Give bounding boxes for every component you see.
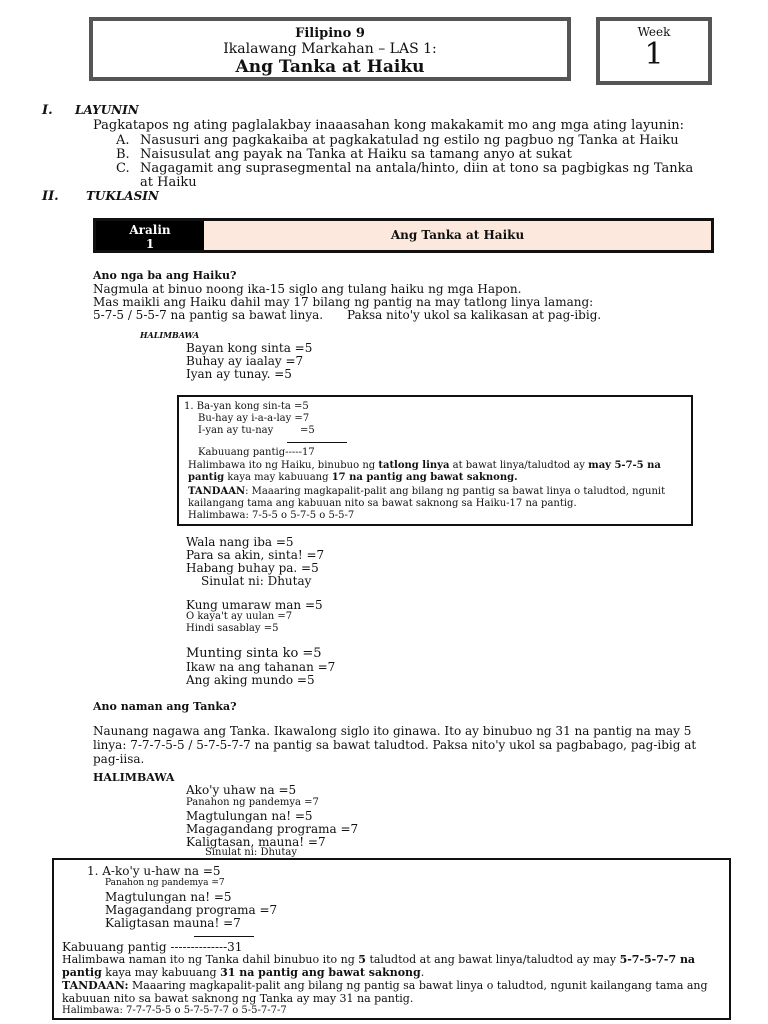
page-title: Ang Tanka at Haiku bbox=[235, 57, 425, 77]
haiku-box-tandaan-example: Halimbawa: 7-5-5 o 5-7-5 o 5-5-7 bbox=[188, 510, 355, 521]
haiku-explanation-box bbox=[177, 395, 693, 526]
objective-c-text: Nagagamit ang suprasegmental na antala/hinto, diin at tono sa pagbigkas ng Tanka bbox=[140, 161, 694, 176]
poem1-author: Sinulat ni: Dhutay bbox=[201, 574, 312, 588]
tanka-box-tandaan-example: Halimbawa: 7-7-7-5-5 o 5-7-5-7-7 o 5-5-7-7-7 bbox=[62, 1005, 287, 1016]
objective-b-letter: B. bbox=[116, 147, 130, 162]
aralin-bar bbox=[93, 218, 714, 253]
poem2-line-2: O kaya't ay uulan =7 bbox=[186, 611, 293, 622]
haiku-box-line-3: I-yan ay tu-nay bbox=[198, 425, 274, 436]
tanka-box-total: Kabuuang pantig --------------31 bbox=[62, 940, 243, 954]
haiku-box-line-3-count: =5 bbox=[300, 425, 315, 436]
poem1-line-1: Wala nang iba =5 bbox=[186, 535, 294, 549]
tanka-example-line-1: Ako'y uhaw na =5 bbox=[186, 783, 297, 797]
haiku-question: Ano nga ba ang Haiku? bbox=[93, 269, 237, 282]
haiku-example-line-2: Buhay ay iaalay =7 bbox=[186, 354, 304, 368]
haiku-box-line-2: Bu-hay ay i-a-a-lay =7 bbox=[198, 413, 310, 424]
tanka-paragraph-2: linya: 7-7-7-5-5 / 5-7-5-7-7 na pantig sa bawat taludtod. Paksa nito'y ukol sa pagbabago, pag-ibig at bbox=[93, 738, 697, 752]
haiku-box-explanation-2 bbox=[188, 472, 518, 484]
tanka-box-line-3: Magtulungan na! =5 bbox=[105, 890, 232, 904]
week-number: 1 bbox=[644, 37, 664, 72]
tanka-paragraph-3: pag-iisa. bbox=[93, 752, 145, 766]
tanka-explanation-box bbox=[52, 858, 731, 1020]
objective-a-text: Nasusuri ang pagkakaiba at pagkakatulad ng estilo ng pagbuo ng Tanka at Haiku bbox=[140, 133, 679, 148]
tandaan-label: TANDAAN: bbox=[62, 979, 129, 992]
haiku-example-line-1: Bayan kong sinta =5 bbox=[186, 341, 313, 355]
text: Halimbawa naman ito ng Tanka dahil binubuo ito ng bbox=[62, 953, 359, 966]
quarter-label: Ikalawang Markahan – LAS 1: bbox=[223, 41, 437, 57]
tanka-box-tandaan-1 bbox=[62, 979, 730, 992]
tanka-box-tandaan-2: kabuuan nito sa bawat saknong ng Tanka ay may 31 na pantig. bbox=[62, 992, 414, 1005]
tanka-author: Sinulat ni: Dhutay bbox=[205, 847, 298, 858]
header-box bbox=[89, 17, 571, 81]
section1-heading: LAYUNIN bbox=[75, 103, 139, 117]
sum-rule bbox=[194, 936, 254, 937]
aralin-label-text: Aralin bbox=[129, 223, 171, 237]
objective-c-letter: C. bbox=[116, 161, 130, 176]
poem3-line-3: Ang aking mundo =5 bbox=[186, 673, 315, 687]
text-bold: tatlong linya bbox=[378, 460, 450, 471]
poem2-line-1: Kung umaraw man =5 bbox=[186, 598, 323, 612]
aralin-number: 1 bbox=[145, 237, 155, 251]
haiku-example-line-3: Iyan ay tunay. =5 bbox=[186, 367, 292, 381]
poem1-line-2: Para sa akin, sinta! =7 bbox=[186, 548, 325, 562]
text-bold: pantig bbox=[62, 966, 102, 979]
text-bold: 31 na pantig ang bawat saknong bbox=[220, 966, 421, 979]
tanka-box-line-1: 1. A-ko'y u-haw na =5 bbox=[87, 864, 221, 878]
tanka-box-line-2: Panahon ng pandemya =7 bbox=[105, 878, 225, 888]
haiku-box-total: Kabuuang pantig-----17 bbox=[198, 447, 315, 458]
tanka-box-explanation-2 bbox=[62, 966, 424, 979]
haiku-paragraph-2: Mas maikli ang Haiku dahil may 17 bilang ng pantig na may tatlong linya lamang: bbox=[93, 295, 594, 309]
aralin-label bbox=[96, 221, 204, 250]
haiku-box-tandaan-2: kailangang tama ang kabuuan nito sa bawat saknong sa Haiku-17 na pantig. bbox=[188, 498, 577, 509]
aralin-title: Ang Tanka at Haiku bbox=[204, 221, 711, 250]
text: at bawat linya/taludtod ay bbox=[449, 460, 589, 471]
text: . bbox=[420, 966, 425, 979]
tanka-example-line-5: Kaligtasan, mauna! =7 bbox=[186, 835, 326, 849]
tanka-example-label: HALIMBAWA bbox=[93, 771, 175, 784]
section1-numeral: I. bbox=[42, 103, 53, 118]
tanka-paragraph-1: Naunang nagawa ang Tanka. Ikawalong siglo ito ginawa. Ito ay binubuo ng 31 na pantig na may 5 bbox=[93, 724, 692, 738]
week-label: Week bbox=[637, 25, 671, 39]
objective-b-text: Naisusulat ang payak na Tanka at Haiku sa tamang anyo at sukat bbox=[140, 147, 572, 162]
text-bold: pantig bbox=[188, 472, 225, 483]
haiku-box-explanation-1 bbox=[188, 460, 688, 472]
text: Halimbawa ito ng Haiku, binubuo ng bbox=[188, 460, 379, 471]
objective-c-continued: at Haiku bbox=[140, 175, 197, 190]
text-bold: 5 bbox=[358, 953, 366, 966]
tanka-example-line-2: Panahon ng pandemya =7 bbox=[186, 797, 319, 808]
haiku-paragraph-3a: 5-7-5 / 5-5-7 na pantig sa bawat linya. bbox=[93, 308, 324, 322]
haiku-paragraph-1: Nagmula at binuo noong ika-15 siglo ang tulang haiku ng mga Hapon. bbox=[93, 282, 522, 296]
text: : Maaaring magkapalit-palit ang bilang ng pantig sa bawat linya o taludtod, ngunit bbox=[245, 486, 666, 497]
tanka-box-explanation-1 bbox=[62, 953, 727, 966]
text: kaya may kabuuang bbox=[101, 966, 221, 979]
haiku-box-tandaan-1 bbox=[188, 486, 665, 498]
tanka-example-line-4: Magagandang programa =7 bbox=[186, 822, 359, 836]
haiku-paragraph-3b: Paksa nito'y ukol sa kalikasan at pag-ibig. bbox=[347, 308, 602, 322]
tandaan-label: TANDAAN bbox=[188, 486, 246, 497]
week-box bbox=[596, 17, 712, 85]
text-bold: 5-7-5-7-7 na bbox=[619, 953, 696, 966]
section2-numeral: II. bbox=[42, 189, 59, 204]
text-bold: may 5-7-5 na bbox=[588, 460, 661, 471]
sum-rule bbox=[287, 442, 347, 443]
text-bold: 17 na pantig ang bawat saknong. bbox=[331, 472, 518, 483]
text: Maaaring magkapalit-palit ang bilang ng pantig sa bawat linya o taludtod, ngunit kailangang tama ang bbox=[128, 979, 708, 992]
haiku-box-line-1: 1. Ba-yan kong sin-ta =5 bbox=[184, 401, 309, 412]
text: taludtod at ang bawat linya/taludtod ay may bbox=[365, 953, 620, 966]
section2-heading: TUKLASIN bbox=[86, 189, 159, 203]
objective-a-letter: A. bbox=[116, 133, 130, 148]
poem3-line-2: Ikaw na ang tahanan =7 bbox=[186, 660, 336, 674]
text: kaya may kabuuang bbox=[224, 472, 332, 483]
subject-label: Filipino 9 bbox=[295, 26, 365, 41]
section1-intro: Pagkatapos ng ating paglalakbay inaaasahan kong makakamit mo ang mga ating layunin: bbox=[93, 118, 685, 133]
poem3-line-1: Munting sinta ko =5 bbox=[186, 646, 322, 661]
poem2-line-3: Hindi sasablay =5 bbox=[186, 623, 279, 634]
haiku-example-label: HALIMBAWA bbox=[140, 330, 200, 340]
tanka-box-line-4: Magagandang programa =7 bbox=[105, 903, 278, 917]
poem1-line-3: Habang buhay pa. =5 bbox=[186, 561, 319, 575]
tanka-question: Ano naman ang Tanka? bbox=[93, 700, 237, 713]
tanka-example-line-3: Magtulungan na! =5 bbox=[186, 809, 313, 823]
tanka-box-line-5: Kaligtasan mauna! =7 bbox=[105, 916, 241, 930]
